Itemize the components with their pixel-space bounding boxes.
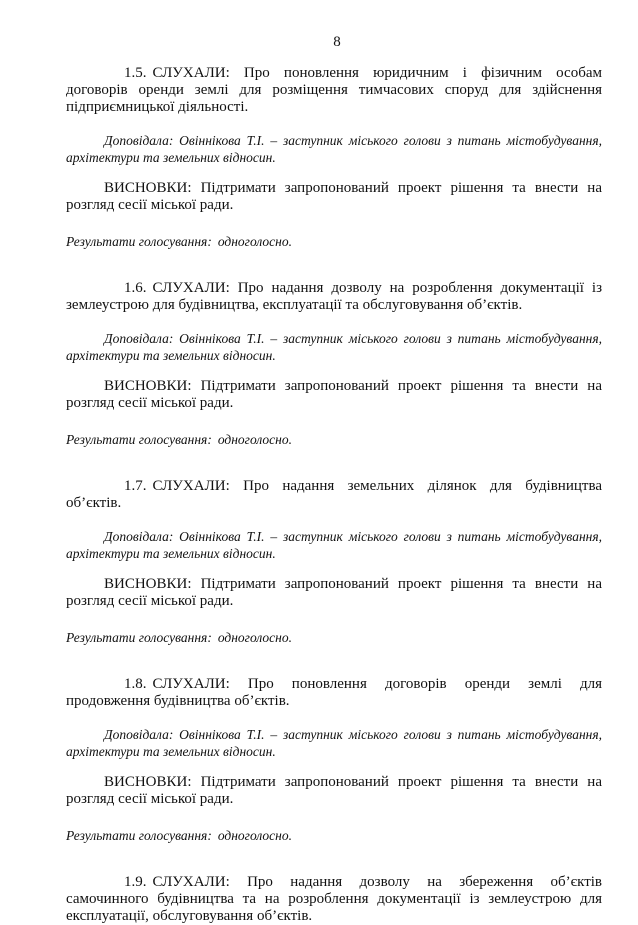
- voting-result: одноголосно.: [217, 630, 292, 645]
- agenda-section-1-9: [66, 874, 602, 925]
- heard-paragraph: [66, 65, 602, 116]
- voting-results: [66, 827, 602, 844]
- heard-paragraph: [66, 478, 602, 512]
- reporter-text: Доповідала: Овіннікова Т.І. – заступник міського голови з питань містобудування, архітектури та земельних відносин.: [66, 331, 602, 363]
- voting-result: одноголосно.: [217, 828, 292, 843]
- item-number: 1.5.: [124, 65, 147, 81]
- heard-paragraph: [66, 280, 602, 314]
- heard-paragraph: [66, 874, 602, 925]
- voting-result: одноголосно.: [217, 432, 292, 447]
- reporter-text: Доповідала: Овіннікова Т.І. – заступник міського голови з питань містобудування, архітектури та земельних відносин.: [66, 133, 602, 165]
- heard-text: СЛУХАЛИ: Про поновлення договорів оренди землі для продовження будівництва об’єктів.: [66, 676, 602, 709]
- agenda-section-1-7: [66, 478, 602, 646]
- voting-label: Результати голосування:: [66, 432, 212, 447]
- conclusions-text: ВИСНОВКИ: Підтримати запропонований проект рішення та внести на розгляд сесії міської ради.: [66, 378, 602, 411]
- heard-text: СЛУХАЛИ: Про надання земельних ділянок для будівництва об’єктів.: [66, 478, 602, 511]
- heard-text: СЛУХАЛИ: Про надання дозволу на збереження об’єктів самочинного будівництва та на розроблення документації із землеустрою для експлуатації, обслуговування об’єктів.: [66, 874, 602, 924]
- conclusions-text: ВИСНОВКИ: Підтримати запропонований проект рішення та внести на розгляд сесії міської ради.: [66, 180, 602, 213]
- voting-results: [66, 431, 602, 448]
- item-number: 1.6.: [124, 280, 147, 296]
- item-number: 1.7.: [124, 478, 147, 494]
- page-number: 8: [333, 34, 341, 50]
- reporter-text: Доповідала: Овіннікова Т.І. – заступник міського голови з питань містобудування, архітектури та земельних відносин.: [66, 727, 602, 759]
- voting-label: Результати голосування:: [66, 234, 212, 249]
- heard-text: СЛУХАЛИ: Про поновлення юридичним і фізичним особам договорів оренди землі для розміщення тимчасових споруд для здійснення підприємницької діяльності.: [66, 65, 602, 115]
- voting-results: [66, 629, 602, 646]
- voting-results: [66, 233, 602, 250]
- agenda-section-1-8: [66, 676, 602, 844]
- conclusions-text: ВИСНОВКИ: Підтримати запропонований проект рішення та внести на розгляд сесії міської ради.: [66, 774, 602, 807]
- item-number: 1.9.: [124, 874, 147, 890]
- voting-label: Результати голосування:: [66, 630, 212, 645]
- agenda-section-1-5: [66, 65, 602, 250]
- agenda-section-1-6: [66, 280, 602, 448]
- heard-paragraph: [66, 676, 602, 710]
- voting-result: одноголосно.: [217, 234, 292, 249]
- reporter-text: Доповідала: Овіннікова Т.І. – заступник міського голови з питань містобудування, архітектури та земельних відносин.: [66, 529, 602, 561]
- item-number: 1.8.: [124, 676, 147, 692]
- conclusions-text: ВИСНОВКИ: Підтримати запропонований проект рішення та внести на розгляд сесії міської ради.: [66, 576, 602, 609]
- heard-text: СЛУХАЛИ: Про надання дозволу на розроблення документації із землеустрою для будівництва, експлуатації та обслуговування об’єктів.: [66, 280, 602, 313]
- voting-label: Результати голосування:: [66, 828, 212, 843]
